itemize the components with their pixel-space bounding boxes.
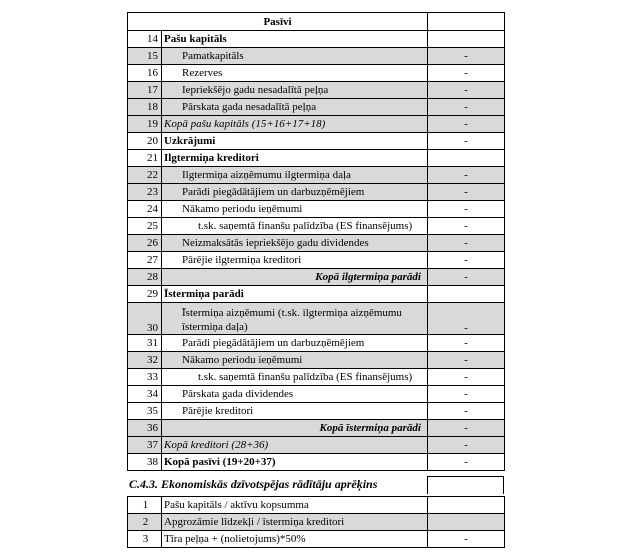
table-row	[128, 335, 505, 352]
table-row	[128, 269, 505, 286]
row-number: 20	[128, 133, 162, 150]
indicator-label: Tīra peļņa + (nolietojums)*50%	[162, 531, 428, 548]
row-label: Neizmaksātās iepriekšējo gadu dividendes	[162, 235, 428, 252]
row-label: Pamatkapitāls	[162, 48, 428, 65]
table-header-title: Pasīvi	[128, 13, 428, 31]
row-number: 16	[128, 65, 162, 82]
table-row	[128, 48, 505, 65]
table-row	[128, 150, 505, 167]
liabilities-table-body	[128, 13, 505, 471]
row-label: Pārējie kreditori	[162, 403, 428, 420]
row-value: -	[428, 303, 505, 335]
row-value: -	[428, 352, 505, 369]
indicators-table	[127, 496, 505, 548]
table-row	[128, 369, 505, 386]
row-number: 26	[128, 235, 162, 252]
row-number: 30	[128, 303, 162, 335]
row-value: -	[428, 133, 505, 150]
section-title: C.4.3. Ekonomiskās dzīvotspējas rādītāju aprēķins	[129, 477, 378, 491]
row-label: Pārskata gada nesadalītā peļņa	[162, 99, 428, 116]
indicator-row	[128, 531, 505, 548]
row-value	[428, 31, 505, 48]
row-value: -	[428, 218, 505, 235]
row-number: 32	[128, 352, 162, 369]
row-value: -	[428, 420, 505, 437]
row-number: 35	[128, 403, 162, 420]
indicator-row	[128, 497, 505, 514]
row-value: -	[428, 437, 505, 454]
row-label: t.sk. saņemtā finanšu palīdzība (ES finansējums)	[162, 369, 428, 386]
row-label: Parādi piegādātājiem un darbuzņēmējiem	[162, 184, 428, 201]
table-header-value	[428, 13, 505, 31]
indicator-value	[428, 514, 505, 531]
row-number: 19	[128, 116, 162, 133]
row-number: 25	[128, 218, 162, 235]
row-number: 34	[128, 386, 162, 403]
table-row	[128, 454, 505, 471]
indicator-label: Apgrozāmie līdzekļi / īstermiņa kreditori	[162, 514, 428, 531]
row-value: -	[428, 269, 505, 286]
indicator-label: Pašu kapitāls / aktīvu kopsumma	[162, 497, 428, 514]
row-value: -	[428, 116, 505, 133]
table-row	[128, 235, 505, 252]
row-value: -	[428, 184, 505, 201]
table-row	[128, 252, 505, 269]
row-value: -	[428, 403, 505, 420]
row-number: 17	[128, 82, 162, 99]
indicators-table-body	[128, 497, 505, 548]
table-row	[128, 99, 505, 116]
row-value	[428, 150, 505, 167]
row-number: 33	[128, 369, 162, 386]
liabilities-table	[127, 12, 505, 471]
row-value: -	[428, 386, 505, 403]
row-label: Kopā īstermiņa parādi	[162, 420, 428, 437]
table-row	[128, 352, 505, 369]
indicator-number: 1	[128, 497, 162, 514]
row-value: -	[428, 82, 505, 99]
row-number: 14	[128, 31, 162, 48]
row-number: 18	[128, 99, 162, 116]
row-value: -	[428, 65, 505, 82]
indicator-value: -	[428, 531, 505, 548]
row-label: Pārskata gada dividendes	[162, 386, 428, 403]
row-value: -	[428, 369, 505, 386]
row-label: Rezerves	[162, 65, 428, 82]
row-number: 24	[128, 201, 162, 218]
row-number: 28	[128, 269, 162, 286]
section-title-value-box	[427, 476, 504, 494]
table-row	[128, 403, 505, 420]
row-number: 21	[128, 150, 162, 167]
table-row	[128, 167, 505, 184]
table-row	[128, 201, 505, 218]
row-value: -	[428, 252, 505, 269]
row-label: Īstermiņa parādi	[162, 286, 428, 303]
row-value: -	[428, 48, 505, 65]
row-label: Kopā pašu kapitāls (15+16+17+18)	[162, 116, 428, 133]
table-row	[128, 82, 505, 99]
row-label: Iepriekšējo gadu nesadalītā peļņa	[162, 82, 428, 99]
indicator-value	[428, 497, 505, 514]
row-number: 27	[128, 252, 162, 269]
row-label: Kopā ilgtermiņa parādi	[162, 269, 428, 286]
row-number: 36	[128, 420, 162, 437]
row-number: 31	[128, 335, 162, 352]
row-number: 29	[128, 286, 162, 303]
row-number: 37	[128, 437, 162, 454]
row-label: Parādi piegādātājiem un darbuzņēmējiem	[162, 335, 428, 352]
table-row	[128, 65, 505, 82]
table-row	[128, 386, 505, 403]
row-value: -	[428, 454, 505, 471]
table-row	[128, 31, 505, 48]
row-value: -	[428, 335, 505, 352]
row-label: Uzkrājumi	[162, 133, 428, 150]
row-number: 23	[128, 184, 162, 201]
row-value	[428, 286, 505, 303]
table-row	[128, 420, 505, 437]
table-row	[128, 133, 505, 150]
indicator-number: 3	[128, 531, 162, 548]
table-row	[128, 437, 505, 454]
indicator-number: 2	[128, 514, 162, 531]
row-label: Pārējie ilgtermiņa kreditori	[162, 252, 428, 269]
row-number: 15	[128, 48, 162, 65]
table-row	[128, 116, 505, 133]
row-value: -	[428, 235, 505, 252]
table-header-row	[128, 13, 505, 31]
row-label: Pašu kapitāls	[162, 31, 428, 48]
table-row	[128, 218, 505, 235]
row-label: Nākamo periodu ieņēmumi	[162, 352, 428, 369]
row-value: -	[428, 167, 505, 184]
table-row	[128, 286, 505, 303]
row-label: Kopā kreditori (28+36)	[162, 437, 428, 454]
row-label: Kopā pasīvi (19+20+37)	[162, 454, 428, 471]
row-label: Ilgtermiņa kreditori	[162, 150, 428, 167]
row-number: 38	[128, 454, 162, 471]
row-label: Īstermiņa aizņēmumi (t.sk. ilgtermiņa aizņēmumu īstermiņa daļa)	[162, 303, 428, 335]
table-row	[128, 184, 505, 201]
table-row	[128, 303, 505, 335]
row-label: Ilgtermiņa aizņēmumu ilgtermiņa daļa	[162, 167, 428, 184]
indicator-row	[128, 514, 505, 531]
row-value: -	[428, 201, 505, 218]
row-label: t.sk. saņemtā finanšu palīdzība (ES finansējums)	[162, 218, 428, 235]
row-label: Nākamo periodu ieņēmumi	[162, 201, 428, 218]
row-value: -	[428, 99, 505, 116]
row-number: 22	[128, 167, 162, 184]
